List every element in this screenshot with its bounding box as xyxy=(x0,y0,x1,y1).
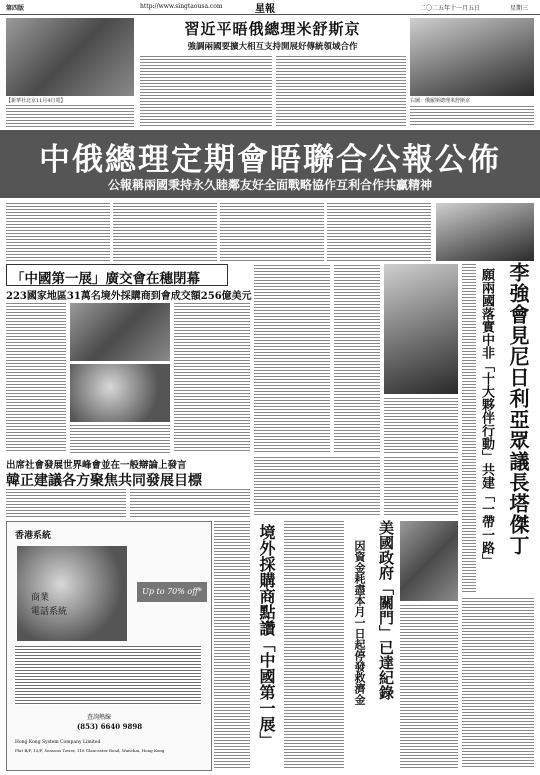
text-block xyxy=(384,457,458,517)
text-block xyxy=(462,598,534,769)
text-block xyxy=(284,521,344,769)
canton-fair-headline-box xyxy=(6,264,228,286)
text-block xyxy=(70,425,170,453)
ad-box xyxy=(6,521,212,771)
photo-fair-hall xyxy=(70,303,170,361)
text-block xyxy=(400,605,458,769)
text-block xyxy=(214,521,250,769)
ad-hotline-label: 查詢熱線 xyxy=(87,714,112,721)
photo-fair-visitors xyxy=(70,364,170,422)
top-story-subhead: 強調兩國要擴大相互支持開展好傳統領域合作 xyxy=(187,42,358,52)
ad-spec-table xyxy=(15,646,201,706)
text-block xyxy=(327,203,431,261)
ad-brand: 香港系統 xyxy=(15,531,52,541)
text-block xyxy=(130,489,250,517)
banner-subhead: 公報稱兩國秉持永久睦鄰友好全面戰略協作互利合作共贏精神 xyxy=(107,178,432,192)
ad-promo: Up to 70% off* xyxy=(137,582,207,602)
top-story-headline: 習近平晤俄總理米舒斯京 xyxy=(184,20,361,38)
masthead xyxy=(0,0,540,15)
text-block xyxy=(6,203,110,261)
text-block xyxy=(6,303,66,453)
text-block xyxy=(254,265,330,453)
photo-li-qiang xyxy=(384,264,458,394)
li-qiang-subhead: 願兩國落實中非「十大夥伴行動」共建「一帶一路」 xyxy=(479,268,494,567)
top-story-caption-right: 右圖：俄羅斯總理米舒斯京 xyxy=(410,98,471,104)
photo-talks-table xyxy=(410,18,534,96)
canton-fair-headline: 「中國第一展」廣交會在穗閉幕 xyxy=(11,271,200,287)
banner xyxy=(0,130,540,198)
page-number: 第四版 xyxy=(6,5,25,12)
overseas-headline: 境外採購商點讚「中國第一展」 xyxy=(257,524,276,748)
text-block xyxy=(220,203,324,261)
banner-headline: 中俄總理定期會晤聯合公報公佈 xyxy=(39,142,501,178)
masthead-date: 二〇二五年十一月五日 xyxy=(420,5,481,12)
wsd-kicker: 出席社會發展世界峰會並在一般辯論上發言 xyxy=(6,460,187,471)
text-block xyxy=(113,203,217,261)
wsd-headline: 韓正建議各方聚焦共同發展目標 xyxy=(6,473,202,489)
masthead-logo: 星報 xyxy=(255,4,275,15)
text-block xyxy=(6,105,134,127)
masthead-weekday: 星期三 xyxy=(510,5,529,12)
canton-fair-subhead: 223國家地區31萬名境外採購商到會成交額256億美元 xyxy=(6,291,252,302)
photo-xi-mishustin xyxy=(6,18,134,96)
ad-footer-small: Flat B/F, 15/F, Seasons Tower, 118 Glaucester Road, Wanchai, Hong Kong xyxy=(15,748,165,753)
ad-line1: 商業 xyxy=(31,593,50,603)
text-block xyxy=(462,264,476,594)
photo-us-capitol xyxy=(400,521,458,601)
text-block xyxy=(254,457,380,517)
ad-company: Hong Kong System Company Limited xyxy=(15,740,101,745)
ad-line2: 電話系統 xyxy=(31,607,68,617)
li-qiang-headline: 李強會見尼日利亞眾議長塔傑丁 xyxy=(506,262,530,556)
text-block xyxy=(6,489,126,517)
top-story-caption-left: 【新華社北京11月4日電】 xyxy=(6,98,66,104)
text-block xyxy=(140,56,272,126)
text-block xyxy=(384,398,458,453)
us-gov-headline: 美國政府「關門」已達紀錄 xyxy=(377,520,395,700)
masthead-url: http://www.singtaousa.com xyxy=(140,3,223,10)
photo-meeting-hall xyxy=(436,203,534,261)
text-block xyxy=(410,106,534,126)
text-block xyxy=(174,303,250,453)
us-gov-kicker: 因資金耗盡本月一日起停發救濟金 xyxy=(353,540,366,705)
text-block xyxy=(276,56,406,126)
text-block xyxy=(334,265,380,453)
ad-hotline: (853) 6640 9898 xyxy=(77,722,143,731)
